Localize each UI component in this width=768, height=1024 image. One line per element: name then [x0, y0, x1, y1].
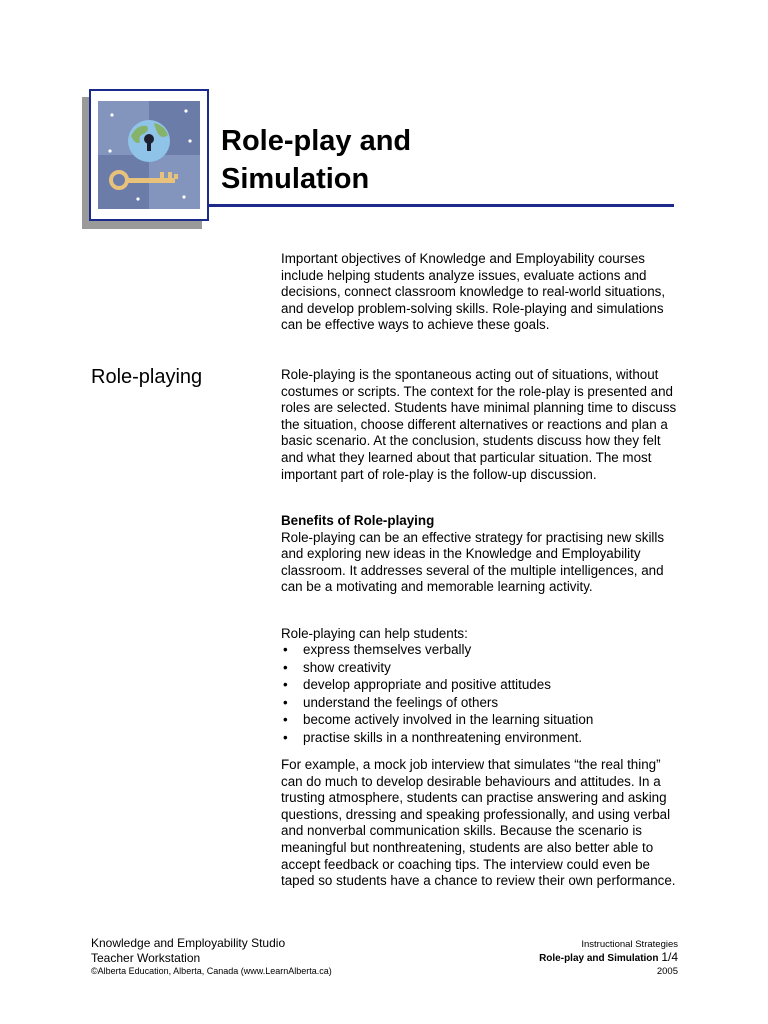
- bullet-icon: •: [283, 677, 288, 692]
- strategy-logo: [89, 89, 209, 221]
- title-underline: [209, 204, 674, 207]
- intro-paragraph: Important objectives of Knowledge and Employability courses include helping students analyze issues, evaluate actions and decisions, connect classroom knowledge to real-world situations, and develop problem-solving skills. Role-playing and simulations can be effective ways to achieve these goals.: [281, 251, 666, 333]
- bullet-icon: •: [283, 729, 288, 745]
- footer-doc-title: Role-play and Simulation: [539, 953, 659, 964]
- footer-category: Instructional Strategies: [581, 939, 678, 950]
- list-item: • understand the feelings of others: [283, 694, 499, 710]
- bullet-icon: •: [283, 712, 288, 727]
- footer-studio-name: Knowledge and Employability Studio: [91, 936, 286, 950]
- bullet-icon: •: [283, 659, 288, 675]
- page-title: Role-play and Simulation: [221, 125, 412, 195]
- footer-workstation: Teacher Workstation: [91, 950, 201, 965]
- benefits-heading: Benefits of Role-playing: [281, 513, 435, 528]
- list-item: • develop appropriate and positive attitudes: [283, 677, 551, 692]
- list-item: • express themselves verbally: [283, 642, 472, 657]
- bullet-icon: •: [283, 642, 288, 657]
- benefits-list: [281, 641, 681, 746]
- footer-year: 2005: [656, 966, 678, 977]
- list-item: • become actively involved in the learning situation: [283, 712, 594, 727]
- roleplay-definition-paragraph: Role-playing is the spontaneous acting out of situations, without costumes or scripts. The context for the role-play is presented and roles are selected. Students have minimal planning time to discuss the situation, choose different alternatives or reactions and plan a basic scenario. At the conclusion, students discuss how they felt and what they learned about that particular situation. The most important part of role-play is the follow-up discussion.: [281, 367, 677, 482]
- list-item: • practise skills in a nonthreatening environment.: [283, 729, 583, 745]
- footer-right: [539, 938, 678, 978]
- benefits-block: [281, 513, 681, 596]
- globe-key-icon: [98, 101, 200, 209]
- list-item: • show creativity: [283, 659, 391, 675]
- bullet-icon: •: [283, 694, 288, 710]
- page-number: 1/4: [661, 950, 678, 964]
- footer-doc-title-line: [539, 951, 678, 965]
- example-paragraph: For example, a mock job interview that simulates “the real thing” can do much to develop desirable behaviours and attitudes. In a trusting atmosphere, students can practise answering and asking questions, dressing and speaking professionally, and using verbal and nonverbal communication skills. Because the scenario is meaningful but nonthreatening, students are also better able to accept feedback or coaching tips. The interview could even be taped so students have a chance to review their own performance.: [281, 757, 676, 889]
- section-heading: Role-playing: [91, 366, 203, 388]
- footer-copyright: ©Alberta Education, Alberta, Canada (www.LearnAlberta.ca): [91, 966, 332, 976]
- benefits-paragraph: Role-playing can be an effective strategy for practising new skills and exploring new ideas in the Knowledge and Employability classroom. It addresses several of the multiple intelligences, and can be a motivating and memorable learning activity.: [281, 529, 665, 595]
- list-intro: Role-playing can help students:: [281, 626, 468, 641]
- footer-left: [91, 936, 332, 977]
